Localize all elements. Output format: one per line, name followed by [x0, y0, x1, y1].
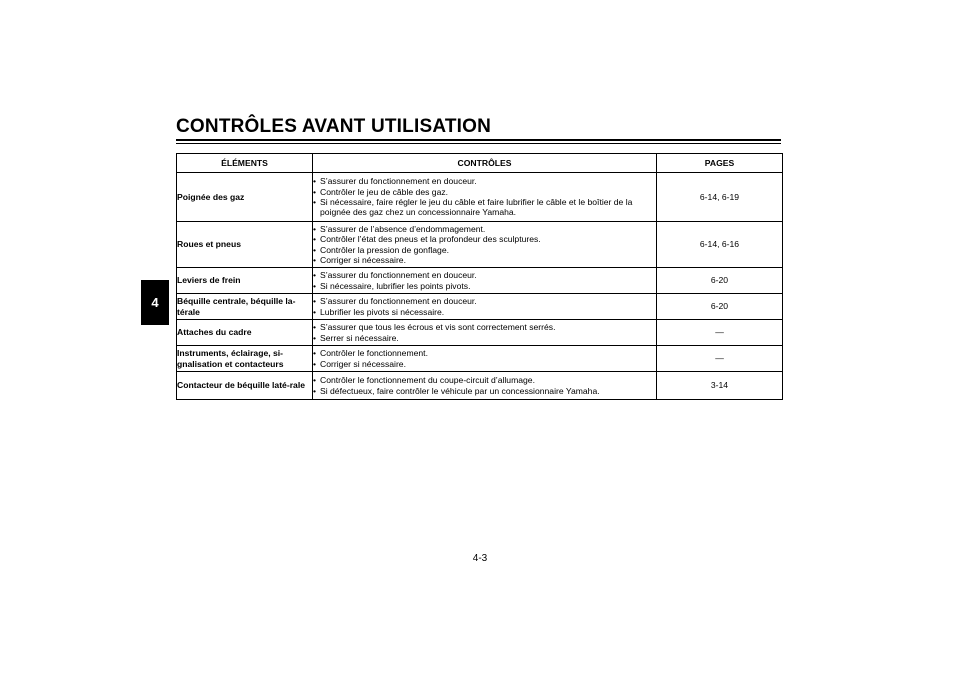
control-item: • Serrer si nécessaire.: [313, 333, 656, 343]
control-item: • Contrôler la pression de gonflage.: [313, 245, 656, 255]
control-item: • S’assurer du fonctionnement en douceur.: [313, 176, 656, 186]
control-item: • Corriger si nécessaire.: [313, 255, 656, 265]
cell-pages: 6-14, 6-16: [657, 222, 783, 268]
table-body: [177, 173, 783, 400]
column-header-controls: CONTRÔLES: [313, 154, 657, 173]
cell-element: Roues et pneus: [177, 222, 313, 268]
table-row: [177, 346, 783, 372]
cell-pages: 6-14, 6-19: [657, 173, 783, 222]
cell-element: Leviers de frein: [177, 268, 313, 294]
cell-controls: [313, 222, 657, 268]
control-item: • Contrôler le fonctionnement du coupe-circuit d’allumage.: [313, 375, 656, 385]
page-number: 4-3: [472, 553, 488, 564]
cell-element: Instruments, éclairage, si-gnalisation et contacteurs: [177, 346, 313, 372]
control-item: • S’assurer du fonctionnement en douceur.: [313, 296, 656, 306]
cell-controls: [313, 173, 657, 222]
cell-controls: [313, 372, 657, 400]
cell-pages: 6-20: [657, 268, 783, 294]
table-row: [177, 372, 783, 400]
control-item: • Contrôler le fonctionnement.: [313, 348, 656, 358]
cell-controls: [313, 320, 657, 346]
cell-element: Béquille centrale, béquille la-térale: [177, 294, 313, 320]
cell-element: Attaches du cadre: [177, 320, 313, 346]
table-row: [177, 173, 783, 222]
control-item: • Si nécessaire, faire régler le jeu du câble et faire lubrifier le câble et le boîtier de la poignée des gaz chez un concessionnaire Yamaha.: [313, 197, 656, 218]
pre-operation-checks-table: [176, 153, 783, 400]
control-item: • Contrôler le jeu de câble des gaz.: [313, 187, 656, 197]
table-row: [177, 294, 783, 320]
control-item: • Corriger si nécessaire.: [313, 359, 656, 369]
cell-pages: 6-20: [657, 294, 783, 320]
control-item: • Si nécessaire, lubrifier les points pivots.: [313, 281, 656, 291]
cell-controls: [313, 268, 657, 294]
cell-pages: 3-14: [657, 372, 783, 400]
table-row: [177, 222, 783, 268]
column-header-pages: PAGES: [657, 154, 783, 173]
column-header-elements: ÉLÉMENTS: [177, 154, 313, 173]
table-row: [177, 320, 783, 346]
control-item: • Lubrifier les pivots si nécessaire.: [313, 307, 656, 317]
title-rule: [176, 139, 781, 141]
table-row: [177, 268, 783, 294]
title-rule-thin: [176, 143, 781, 144]
cell-pages: —: [657, 320, 783, 346]
cell-controls: [313, 346, 657, 372]
cell-element: Poignée des gaz: [177, 173, 313, 222]
cell-element: Contacteur de béquille laté-rale: [177, 372, 313, 400]
cell-controls: [313, 294, 657, 320]
control-item: • Contrôler l’état des pneus et la profondeur des sculptures.: [313, 234, 656, 244]
cell-pages: —: [657, 346, 783, 372]
control-item: • Si défectueux, faire contrôler le véhicule par un concessionnaire Yamaha.: [313, 386, 656, 396]
chapter-tab: 4: [141, 280, 169, 325]
control-item: • S’assurer que tous les écrous et vis sont correctement serrés.: [313, 322, 656, 332]
control-item: • S’assurer du fonctionnement en douceur.: [313, 270, 656, 280]
table-header-row: [177, 154, 783, 173]
page-title: CONTRÔLES AVANT UTILISATION: [176, 116, 492, 137]
control-item: • S’assurer de l’absence d’endommagement.: [313, 224, 656, 234]
